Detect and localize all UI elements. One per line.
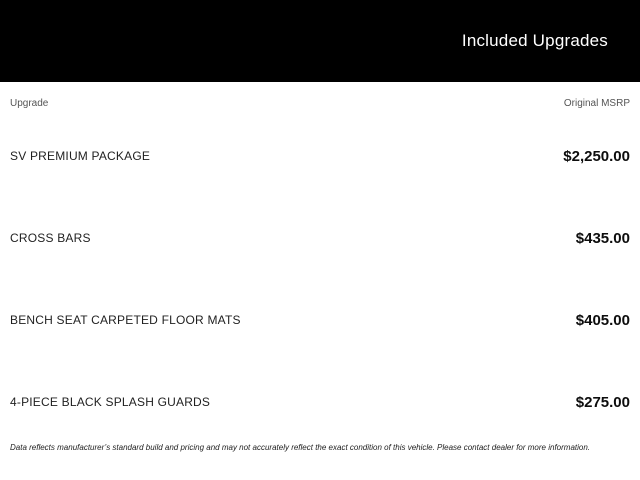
upgrade-name: BENCH SEAT CARPETED FLOOR MATS bbox=[10, 313, 241, 327]
upgrade-price: $275.00 bbox=[575, 393, 630, 411]
table-row bbox=[10, 197, 630, 279]
upgrade-name: CROSS BARS bbox=[10, 231, 91, 245]
table-column-headers bbox=[10, 82, 630, 110]
table-row bbox=[10, 361, 630, 443]
table-rows bbox=[10, 115, 630, 443]
upgrade-name: 4-PIECE BLACK SPLASH GUARDS bbox=[10, 395, 211, 409]
upgrade-name: SV PREMIUM PACKAGE bbox=[10, 149, 151, 163]
upgrade-price: $405.00 bbox=[575, 311, 630, 329]
upgrade-price: $435.00 bbox=[575, 229, 630, 247]
panel-title: Included Upgrades bbox=[461, 31, 608, 50]
table-row bbox=[10, 279, 630, 361]
table-row bbox=[10, 115, 630, 197]
column-header-upgrade: Upgrade bbox=[10, 98, 49, 109]
panel-header bbox=[0, 0, 640, 82]
column-header-original-msrp: Original MSRP bbox=[563, 98, 630, 109]
upgrades-table bbox=[0, 82, 640, 453]
upgrade-price: $2,250.00 bbox=[563, 147, 630, 165]
disclaimer-text: Data reflects manufacturer’s standard build and pricing and may not accurately reflect the exact condition of this vehicle. Please contact dealer for more information. bbox=[10, 443, 591, 452]
